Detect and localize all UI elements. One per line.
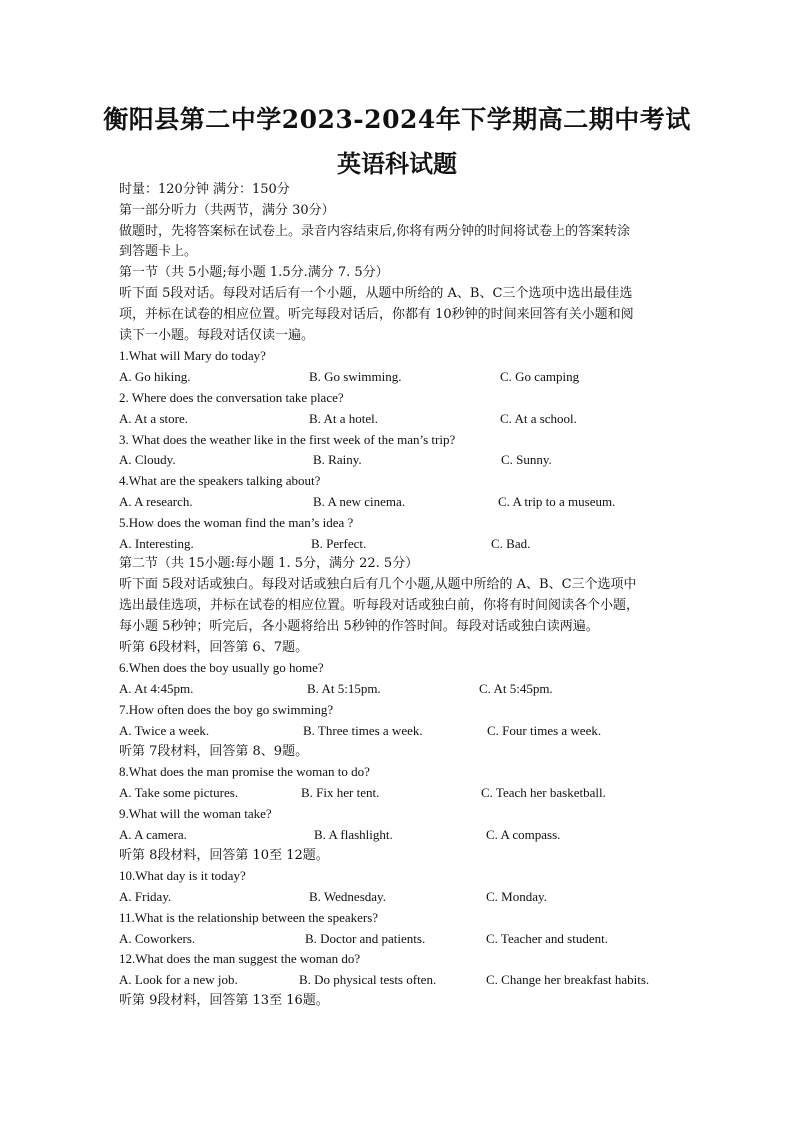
instruction-text: 读下一小题。每段对话仅读一遍。 xyxy=(119,327,315,343)
answer-options xyxy=(119,887,679,908)
option-c: C. Bad. xyxy=(491,535,531,551)
option-a: A. Friday. xyxy=(119,889,172,905)
option-c: C. Monday. xyxy=(486,889,547,905)
option-c: C. A compass. xyxy=(486,826,561,842)
instruction-text: 项，并标在试卷的相应位置。听完每段对话后，你都有 10秒钟的时间来回答有关小题和阅 xyxy=(119,306,634,322)
exam-subtitle: 英语科试题 xyxy=(337,149,457,178)
question-text: 6.When does the boy usually go home? xyxy=(119,660,324,676)
exam-body xyxy=(119,180,679,1012)
instruction-text: 听下面 5段对话或独白。每段对话或独白后有几个小题,从题中所给的 A、B、C三个选项中 xyxy=(119,577,637,593)
option-a: A. Take some pictures. xyxy=(119,785,239,801)
option-c: C. Change her breakfast habits. xyxy=(486,972,650,988)
instruction-text: 第二节（共 15小题:每小题 1. 5分，满分 22. 5分） xyxy=(119,556,419,572)
answer-options xyxy=(119,825,679,846)
option-c: C. Go camping xyxy=(500,369,580,385)
question-text: 11.What is the relationship between the speakers? xyxy=(119,909,379,925)
option-b: B. Rainy. xyxy=(313,452,362,468)
answer-options xyxy=(119,534,679,555)
option-b: B. A new cinema. xyxy=(313,493,406,509)
instruction-text: 听第 9段材料，回答第 13至 16题。 xyxy=(119,993,329,1009)
instruction-text: 听第 6段材料，回答第 6、7题。 xyxy=(119,639,309,655)
option-c: C. At a school. xyxy=(500,410,577,426)
question-text: 1.What will Mary do today? xyxy=(119,348,266,364)
instruction-text: 听第 8段材料，回答第 10至 12题。 xyxy=(119,847,329,863)
option-a: A. Cloudy. xyxy=(119,452,176,468)
exam-title: 衡阳县第二中学2023-2024年下学期高二期中考试 xyxy=(103,105,691,134)
option-a: A. Twice a week. xyxy=(119,722,210,738)
option-b: B. Perfect. xyxy=(311,535,367,551)
answer-options xyxy=(119,970,679,991)
question-text: 8.What does the man promise the woman to do? xyxy=(119,764,370,780)
instruction-text: 第一节（共 5小题;每小题 1.5分.满分 7. 5分） xyxy=(119,265,389,281)
answer-options xyxy=(119,450,679,471)
option-b: B. At a hotel. xyxy=(309,410,378,426)
option-c: C. Four times a week. xyxy=(487,722,602,738)
instruction-text: 做题时，先将答案标在试卷上。录音内容结束后,你将有两分钟的时间将试卷上的答案转涂 xyxy=(119,223,631,239)
question-text: 9.What will the woman take? xyxy=(119,805,272,821)
option-b: B. Go swimming. xyxy=(309,369,402,385)
instruction-text: 第一部分听力（共两节，满分 30分） xyxy=(119,202,335,218)
instruction-text: 听第 7段材料，回答第 8、9题。 xyxy=(119,743,309,759)
option-a: A. A camera. xyxy=(119,826,187,842)
option-a: A. Interesting. xyxy=(119,535,194,551)
question-text: 5.How does the woman find the man’s idea ? xyxy=(119,514,354,530)
answer-options xyxy=(119,679,679,700)
answer-options xyxy=(119,367,679,388)
question-text: 4.What are the speakers talking about? xyxy=(119,473,321,489)
option-b: B. Do physical tests often. xyxy=(299,972,437,988)
question-text: 10.What day is it today? xyxy=(119,868,246,884)
answer-options xyxy=(119,492,679,513)
option-c: C. At 5:45pm. xyxy=(479,681,553,697)
instruction-text: 每小题 5秒钟；听完后，各小题将给出 5秒钟的作答时间。每段对话或独白读两遍。 xyxy=(119,618,599,634)
answer-options xyxy=(119,783,679,804)
option-b: B. Doctor and patients. xyxy=(305,930,426,946)
option-a: A. Go hiking. xyxy=(119,369,191,385)
question-text: 12.What does the man suggest the woman do? xyxy=(119,951,361,967)
option-b: B. Wednesday. xyxy=(309,889,386,905)
option-a: A. Look for a new job. xyxy=(119,972,238,988)
answer-options xyxy=(119,409,679,430)
instruction-text: 时量：120分钟 满分：150分 xyxy=(119,182,290,197)
option-b: B. At 5:15pm. xyxy=(307,681,381,697)
option-c: C. Teach her basketball. xyxy=(481,785,606,801)
question-text: 7.How often does the boy go swimming? xyxy=(119,701,334,717)
option-b: B. Fix her tent. xyxy=(301,785,380,801)
option-a: A. At a store. xyxy=(119,410,188,426)
instruction-text: 听下面 5段对话。每段对话后有一个小题，从题中所给的 A、B、C三个选项中选出最佳选 xyxy=(119,285,633,301)
option-a: A. Coworkers. xyxy=(119,930,196,946)
option-c: C. A trip to a museum. xyxy=(498,493,616,509)
option-c: C. Teacher and student. xyxy=(486,930,608,946)
option-b: B. A flashlight. xyxy=(314,826,393,842)
option-a: A. A research. xyxy=(119,493,193,509)
option-b: B. Three times a week. xyxy=(303,722,423,738)
question-text: 3. What does the weather like in the first week of the man’s trip? xyxy=(119,431,456,447)
answer-options xyxy=(119,721,679,742)
instruction-text: 选出最佳选项，并标在试卷的相应位置。听每段对话或独白前，你将有时间阅读各个小题， xyxy=(119,597,640,613)
question-text: 2. Where does the conversation take place? xyxy=(119,389,344,405)
option-a: A. At 4:45pm. xyxy=(119,681,194,697)
option-c: C. Sunny. xyxy=(501,452,552,468)
answer-options xyxy=(119,929,679,950)
instruction-text: 到答题卡上。 xyxy=(119,244,198,260)
